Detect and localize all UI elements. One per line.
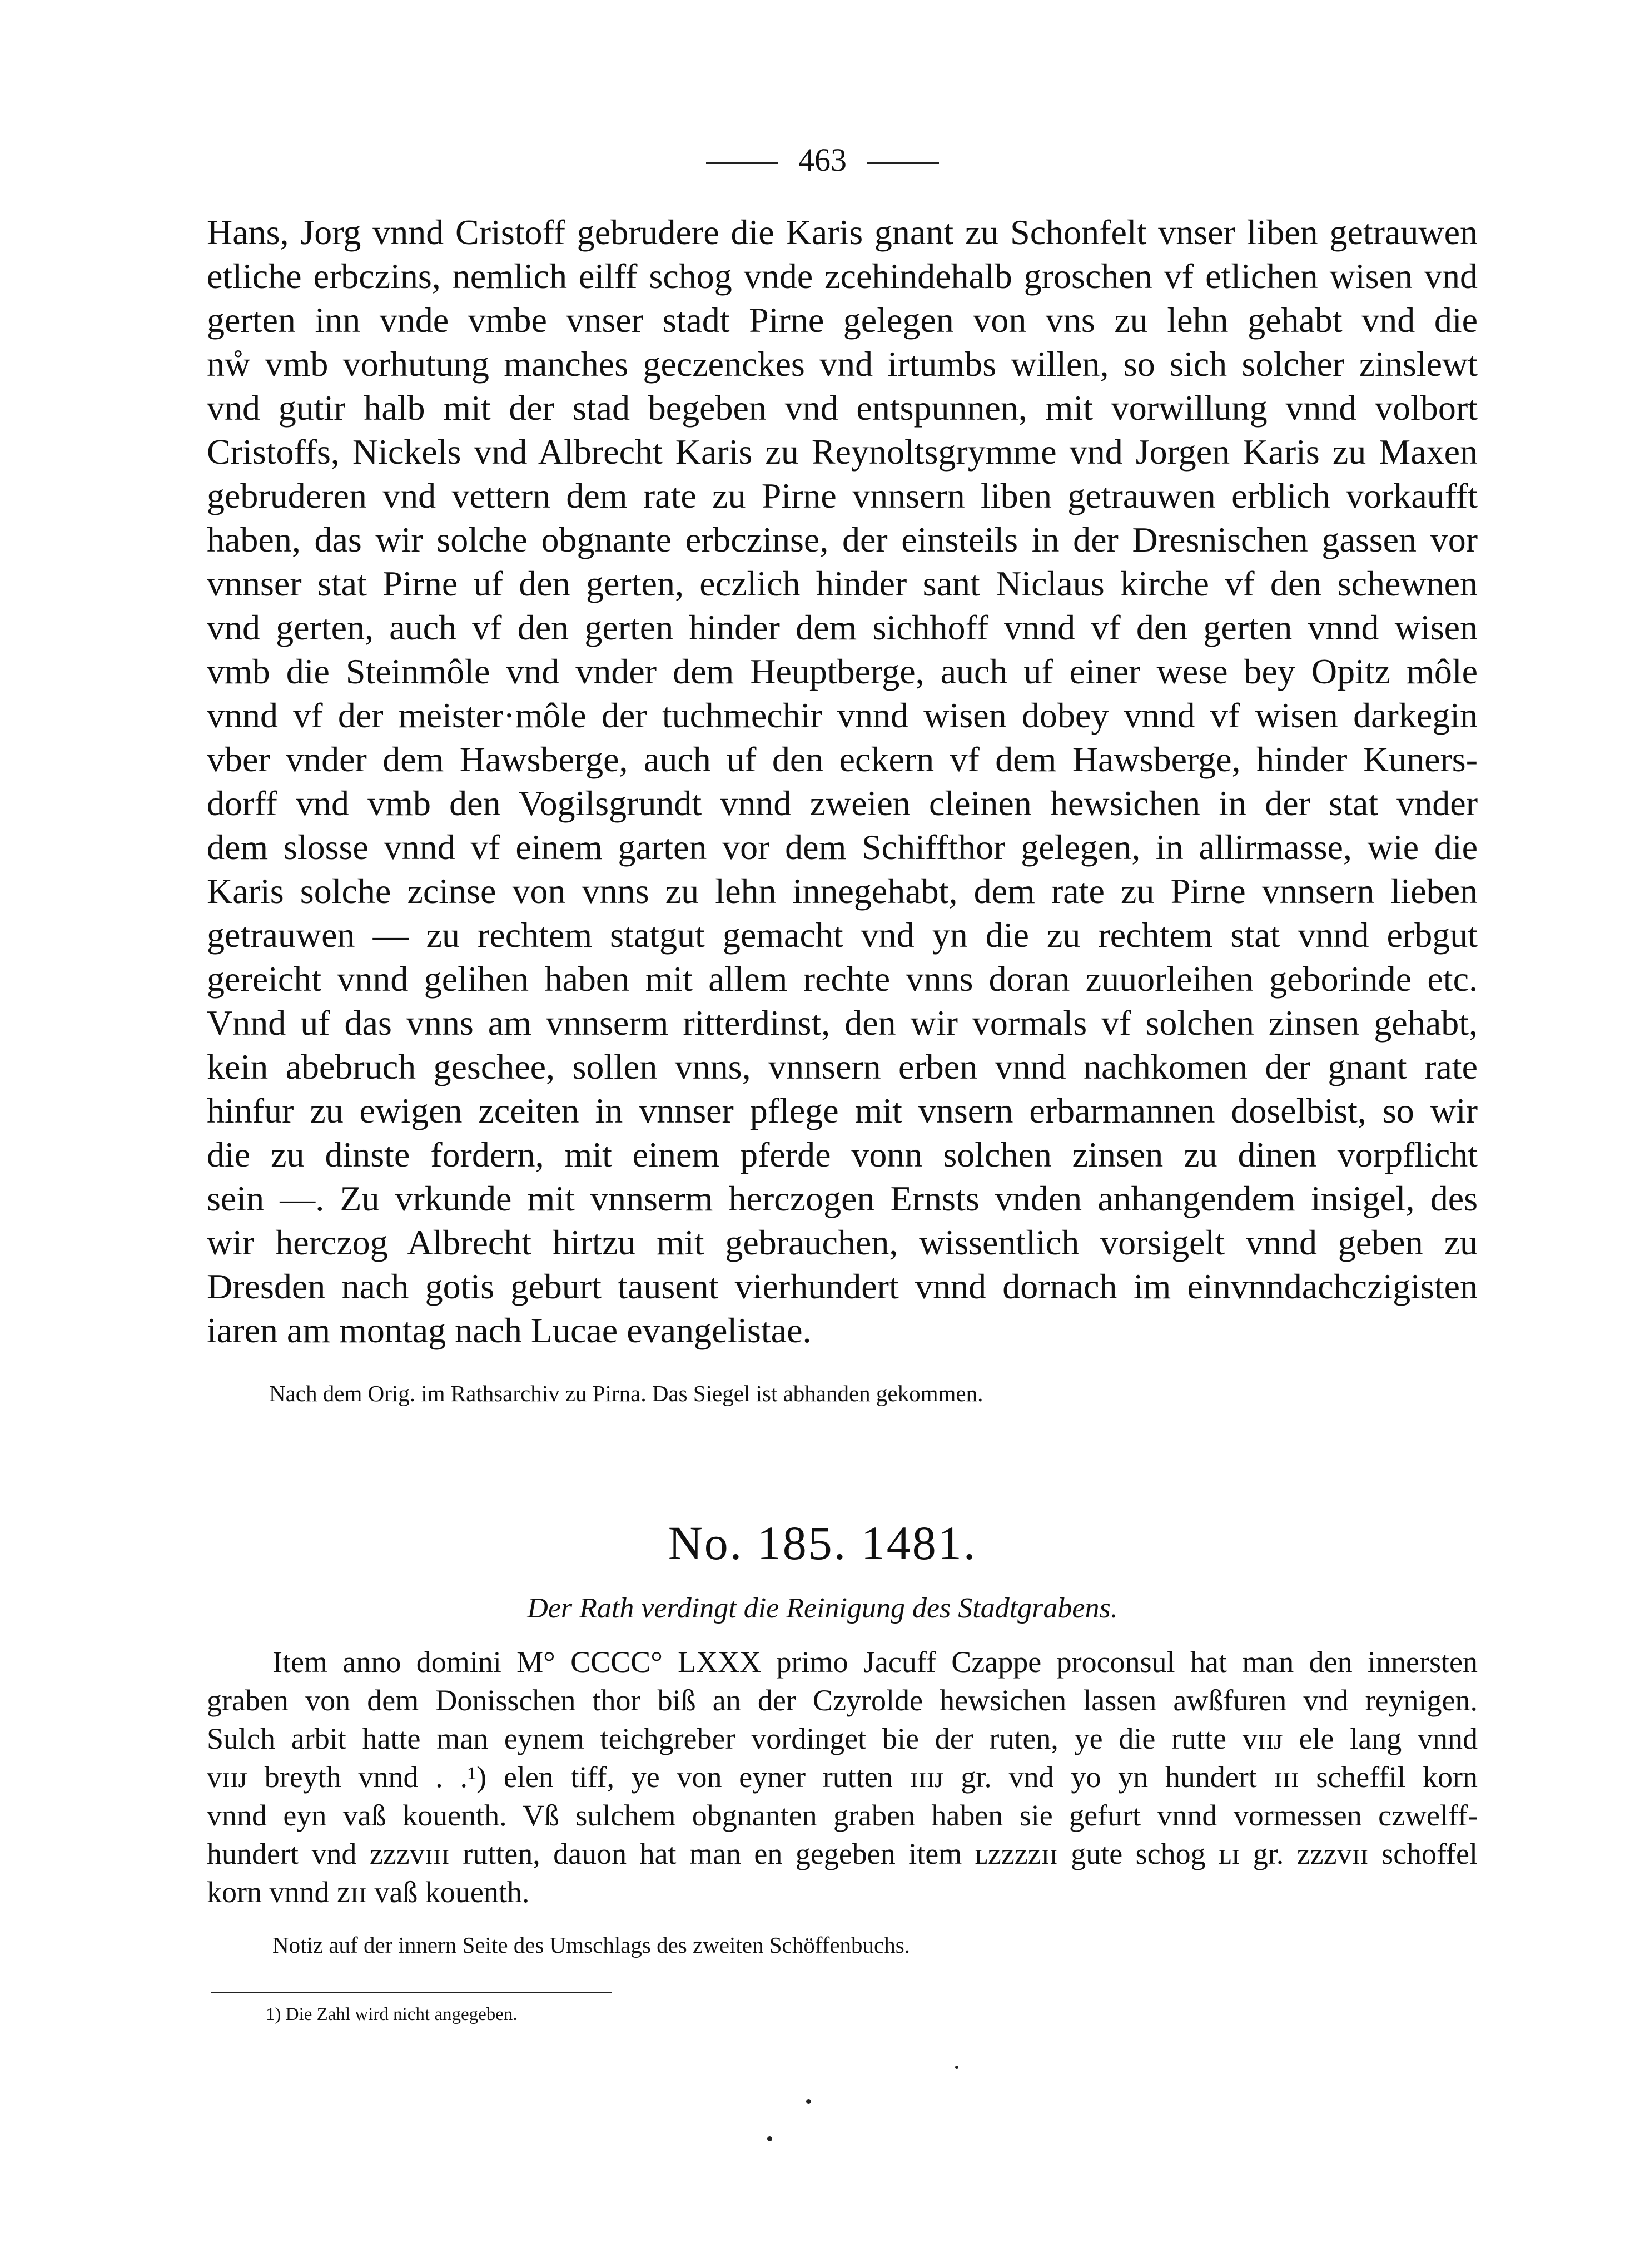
footnote-separator bbox=[211, 1992, 612, 1993]
main-text-line: vnnser stat Pirne uf den gerten, eczlich hinder sant Niclaus kirche vf den schewnen bbox=[207, 564, 1478, 603]
main-text-line: getrauwen — zu rechtem statgut gemacht vnd yn die zu rechtem stat vnnd erbgut bbox=[207, 915, 1478, 955]
main-text-line: haben, das wir solche obgnante erbczinse, der einsteils in der Dresnischen gassen vor bbox=[207, 520, 1478, 559]
main-text-line: sein —. Zu vrkunde mit vnnserm herczogen Ernsts vnden anhangendem insigel, des bbox=[207, 1179, 1478, 1218]
document-number: No. 185. 1481. bbox=[668, 1516, 977, 1570]
entry-text-line: vnnd eyn vaß kouenth. Vß sulchem obgnanten graben haben sie gefurt vnnd vormessen czwelff- bbox=[207, 1799, 1478, 1832]
document-title: Der Rath verdingt die Reinigung des Stadtgrabens. bbox=[527, 1592, 1118, 1624]
main-text-line: Dresden nach gotis geburt tausent vierhundert vnnd dornach im einvnndachczigisten bbox=[207, 1267, 1478, 1306]
entry-text-line: ᴠɪɪᴊ breyth vnnd . .¹) elen tiff, ye von eyner rutten ɪɪɪᴊ gr. vnd yo yn hundert ɪɪɪ scheffil korn bbox=[207, 1760, 1478, 1794]
entry-text-line: graben von dem Donisschen thor biß an der Czyrolde hewsichen lassen awßfuren vnd reynigen. bbox=[207, 1684, 1478, 1717]
main-text-line: Karis solche zcinse von vnns zu lehn innegehabt, dem rate zu Pirne vnnsern lieben bbox=[207, 871, 1478, 911]
main-text-line: vnd gerten, auch vf den gerten hinder dem sichhoff vnnd vf den gerten vnnd wisen bbox=[207, 608, 1478, 647]
entry-text-line: Item anno domini M° CCCC° LXXX primo Jacuff Czappe proconsul hat man den innersten bbox=[272, 1645, 1478, 1679]
main-text-line: gerten inn vnde vmbe vnser stadt Pirne gelegen von vns zu lehn gehabt vnd die bbox=[207, 300, 1478, 340]
main-text-line: vmb die Steinmôle vnd vnder dem Heuptberge, auch uf einer wese bey Opitz môle bbox=[207, 652, 1478, 691]
main-text-line: dem slosse vnnd vf einem garten vor dem Schiffthor gelegen, in allirmasse, wie die bbox=[207, 827, 1478, 867]
main-text-line: iaren am montag nach Lucae evangelistae. bbox=[207, 1311, 812, 1350]
page-number: 463 bbox=[798, 142, 847, 178]
print-speck bbox=[767, 2136, 772, 2141]
footnote: 1) Die Zahl wird nicht angegeben. bbox=[266, 2004, 518, 2024]
page-header bbox=[0, 138, 1645, 182]
header-dash-right bbox=[867, 162, 939, 164]
main-text-line: dorff vnd vmb den Vogilsgrundt vnnd zweien cleinen hewsichen in der stat vnder bbox=[207, 783, 1478, 823]
main-text-line: etliche erbczins, nemlich eilff schog vnde zcehindehalb groschen vf etlichen wisen vnd bbox=[207, 256, 1478, 296]
entry-body bbox=[207, 1643, 1478, 1912]
print-speck bbox=[955, 2066, 958, 2069]
main-text-line: gebruderen vnd vettern dem rate zu Pirne vnnsern liben getrauwen erblich vorkaufft bbox=[207, 476, 1478, 515]
main-text-line: vber vnder dem Hawsberge, auch uf den eckern vf dem Hawsberge, hinder Kuners- bbox=[207, 740, 1478, 779]
main-text-line: vnnd vf der meister·môle der tuchmechir vnnd wisen dobey vnnd vf wisen darkegin bbox=[207, 696, 1478, 735]
entry-text-line: korn vnnd ᴢɪɪ vaß kouenth. bbox=[207, 1875, 530, 1909]
entry-source-note: Notiz auf der innern Seite des Umschlags des zweiten Schöffenbuchs. bbox=[272, 1932, 910, 1958]
main-text-line: gereicht vnnd gelihen haben mit allem rechte vnns doran zuuorleihen geborinde etc. bbox=[207, 959, 1478, 999]
main-text-line: wir herczog Albrecht hirtzu mit gebrauchen, wissentlich vorsigelt vnnd geben zu bbox=[207, 1223, 1478, 1262]
entry-text-line: hundert vnd ᴢᴢᴢᴠɪɪɪ rutten, dauon hat man en gegeben item ʟᴢᴢᴢᴢɪɪ gute schog ʟɪ gr. ᴢᴢᴢᴠɪɪ schoffel bbox=[207, 1837, 1478, 1870]
main-text-line: Cristoffs, Nickels vnd Albrecht Karis zu Reynoltsgrymme vnd Jorgen Karis zu Maxen bbox=[207, 432, 1478, 472]
charter-source-note: Nach dem Orig. im Rathsarchiv zu Pirna. Das Siegel ist abhanden gekommen. bbox=[269, 1381, 983, 1406]
main-text-line: vnd gutir halb mit der stad begeben vnd entspunnen, mit vorwillung vnnd volbort bbox=[207, 388, 1478, 428]
print-speck bbox=[806, 2099, 811, 2104]
header-dash-left bbox=[706, 162, 778, 164]
main-text-line: Hans, Jorg vnnd Cristoff gebrudere die Karis gnant zu Schonfelt vnser liben getrauwen bbox=[207, 212, 1478, 252]
main-text-line: nẘ vmb vorhutung manches geczenckes vnd irtumbs willen, so sich solcher zinslewt bbox=[207, 344, 1478, 384]
charter-body bbox=[207, 210, 1478, 1352]
main-text-line: die zu dinste fordern, mit einem pferde vonn solchen zinsen zu dinen vorpflicht bbox=[207, 1135, 1478, 1174]
main-text-line: Vnnd uf das vnns am vnnserm ritterdinst, den wir vormals vf solchen zinsen gehabt, bbox=[207, 1003, 1478, 1043]
main-text-line: hinfur zu ewigen zceiten in vnnser pflege mit vnsern erbarmannen doselbist, so wir bbox=[207, 1091, 1478, 1130]
main-text-line: kein abebruch geschee, sollen vnns, vnnsern erben vnnd nachkomen der gnant rate bbox=[207, 1047, 1478, 1086]
entry-text-line: Sulch arbit hatte man eynem teichgreber vordinget bie der ruten, ye die rutte ᴠɪɪᴊ ele lang vnnd bbox=[207, 1722, 1478, 1755]
